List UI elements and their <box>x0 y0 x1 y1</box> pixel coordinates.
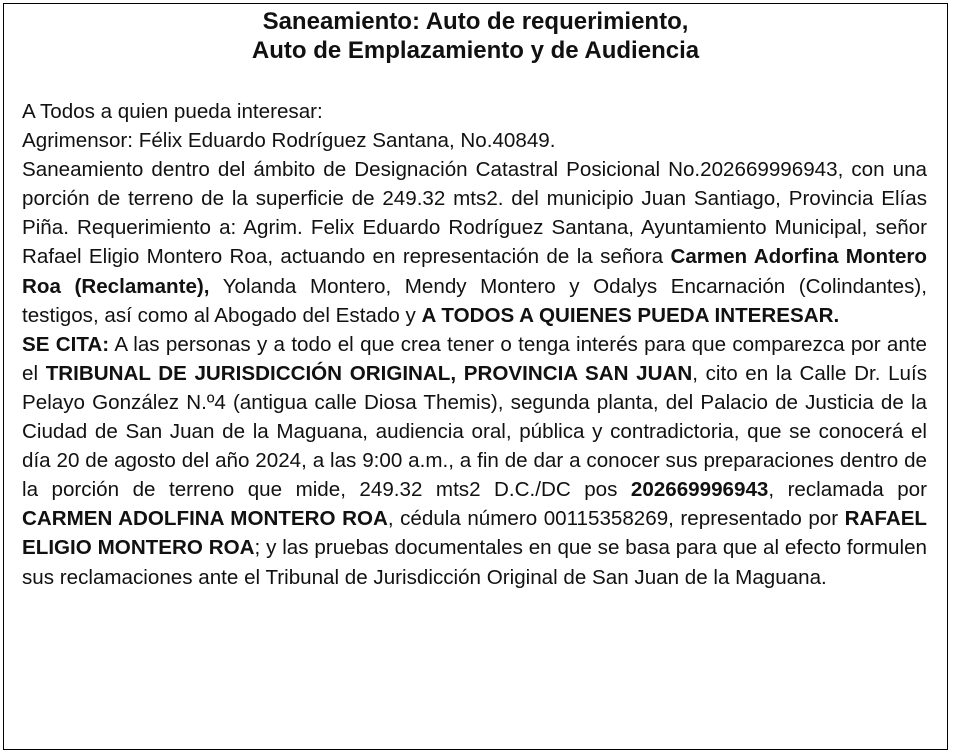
claimant-name: Carmen Adorfina Montero Roa (Reclamante), <box>22 245 927 298</box>
p1-text-1: Saneamiento dentro del ámbito de Designación Catastral Posicional No.202669996943, con una porción de terreno de la superficie de 249.32 mts2. del municipio Juan Santiago, Provincia Elías Piña. Requerimiento a: Agrim. Felix Eduardo Rodríguez Santana, Ayuntamiento Municipal, señor Rafael Eligio Montero Roa, actuando en representación de la señora <box>22 158 927 269</box>
p2-text-5: ; y las pruebas documentales en que se basa para que al efecto formulen sus reclamaciones ante el Tribunal de Jurisdicción Original de San Juan de la Maguana. <box>22 536 927 589</box>
p2-text-2: , cito en la Calle Dr. Luís Pelayo González N.º4 (antigua calle Diosa Themis), segunda planta, del Palacio de Justicia de la Ciudad de San Juan de la Maguana, audiencia oral, pública y contradictoria, que se conocerá el día 20 de agosto del año 2024, a las 9:00 a.m., a fin de dar a conocer sus preparaciones dentro de la porción de terreno que mide, 249.32 mts2 D.C./DC pos <box>22 361 927 502</box>
p2-text-4: , cédula número 00115358269, representado por <box>387 507 845 531</box>
title-line-1: Saneamiento: Auto de requerimiento, <box>262 8 689 35</box>
surveyor-line: Agrimensor: Félix Eduardo Rodríguez Santana, No.40849. <box>22 129 556 153</box>
paragraph-requirement <box>22 155 927 330</box>
notice-title <box>4 7 947 65</box>
tribunal-name: TRIBUNAL DE JURISDICCIÓN ORIGINAL, PROVINCIA SAN JUAN <box>45 361 693 385</box>
all-interested: A TODOS A QUIENES PUEDA INTERESAR. <box>421 303 840 327</box>
notice-body <box>22 97 927 592</box>
p2-text-3: , reclamada por <box>768 478 927 502</box>
se-cita-label: SE CITA: <box>22 332 110 356</box>
parcel-number: 202669996943 <box>630 478 769 502</box>
paragraph-citation <box>22 330 927 592</box>
representative-name: RAFAEL ELIGIO MONTERO ROA <box>22 507 928 560</box>
claimant-upper: CARMEN ADOLFINA MONTERO ROA <box>22 507 388 531</box>
p2-text-1: A las personas y a todo el que crea tener o tenga interés para que comparezca por ante el <box>22 332 927 385</box>
legal-notice <box>3 3 948 750</box>
p1-text-2: Yolanda Montero, Mendy Montero y Odalys Encarnación (Colindantes), testigos, así como al Abogado del Estado y <box>22 274 927 327</box>
greeting: A Todos a quien pueda interesar: <box>22 100 323 123</box>
title-line-2: Auto de Emplazamiento y de Audiencia <box>251 37 700 64</box>
